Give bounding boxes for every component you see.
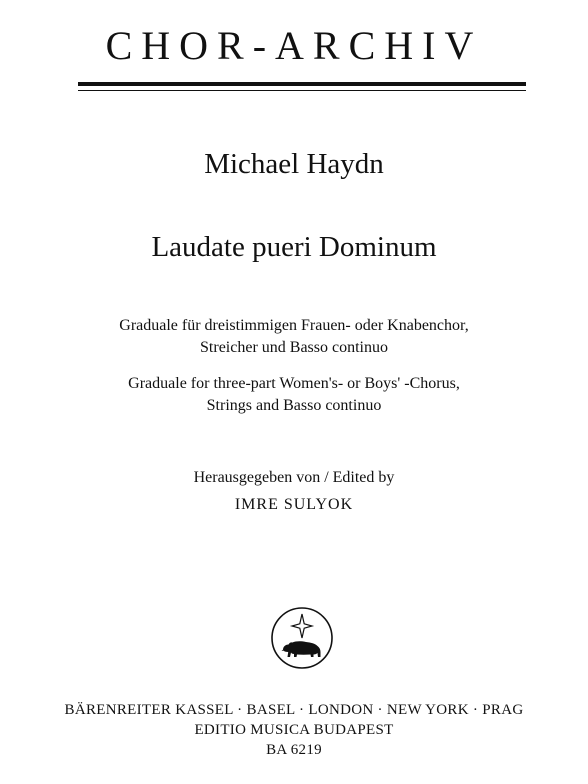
header-rule-thin xyxy=(78,90,526,91)
baerenreiter-bear-star-icon xyxy=(270,606,334,670)
editor-name: IMRE SULYOK xyxy=(234,496,354,513)
editor-label: Herausgegeben von / Edited by xyxy=(193,469,395,486)
description-english xyxy=(0,373,588,417)
header-rule-thick xyxy=(78,82,526,86)
description-german-line-1: Graduale für dreistimmigen Frauen- oder Knabenchor, xyxy=(119,317,469,334)
description-english-line-1: Graduale for three-part Women's- or Boys' -Chorus, xyxy=(128,375,460,392)
description-german xyxy=(0,315,588,359)
publisher-line-cities: BÄRENREITER KASSEL · BASEL · LONDON · NEW YORK · PRAG xyxy=(64,702,524,718)
description-german-line-2: Streicher und Basso continuo xyxy=(200,339,388,356)
description-english-line-2: Strings and Basso continuo xyxy=(206,397,382,414)
catalog-number: BA 6219 xyxy=(266,742,322,758)
series-title: CHOR-ARCHIV xyxy=(105,23,483,68)
composer-name: Michael Haydn xyxy=(204,148,384,180)
publisher-line-copublisher: EDITIO MUSICA BUDAPEST xyxy=(194,722,394,738)
work-title: Laudate pueri Dominum xyxy=(151,231,437,263)
